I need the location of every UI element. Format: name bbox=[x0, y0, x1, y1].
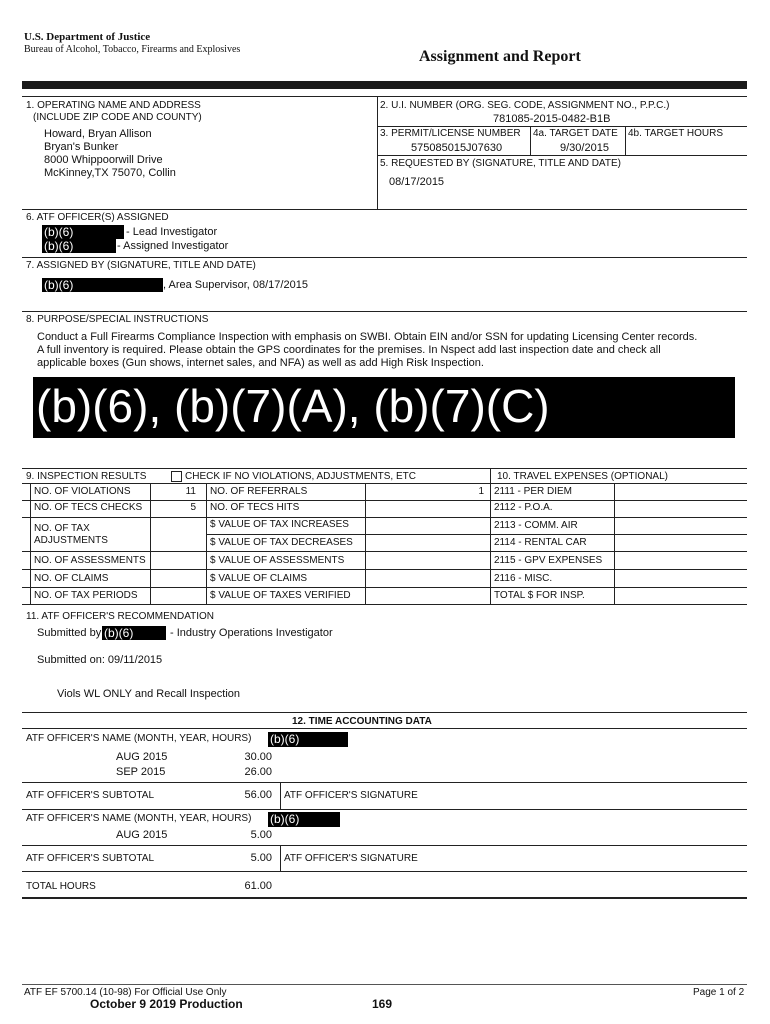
results-mid-value: 1 bbox=[478, 486, 484, 497]
results-left-label: NO. OF VIOLATIONS bbox=[34, 486, 131, 497]
instruction-line: Conduct a Full Firearms Compliance Inspection with emphasis on SWBI. Obtain EIN and/or SSN for updating Licensing Center records. bbox=[37, 331, 698, 343]
box8-label: 8. PURPOSE/SPECIAL INSTRUCTIONS bbox=[26, 314, 209, 325]
submitted-by-label: Submitted by bbox=[37, 627, 102, 639]
divider bbox=[22, 845, 747, 846]
redaction-block: (b)(6) bbox=[42, 239, 116, 253]
results-left-label: NO. OF TAX bbox=[34, 523, 90, 534]
results-mid-label: $ VALUE OF CLAIMS bbox=[210, 573, 308, 584]
target-date: 9/30/2015 bbox=[560, 142, 609, 154]
travel-label: 2113 - COMM. AIR bbox=[494, 520, 578, 531]
license-number: 575085015J07630 bbox=[411, 142, 503, 154]
divider bbox=[22, 483, 747, 484]
requested-date: 08/17/2015 bbox=[389, 176, 445, 188]
travel-label: 2112 - P.O.A. bbox=[494, 502, 553, 513]
divider bbox=[22, 728, 747, 729]
travel-label: 2115 - GPV EXPENSES bbox=[494, 555, 603, 566]
divider bbox=[490, 468, 491, 604]
results-mid-label: $ VALUE OF ASSESSMENTS bbox=[210, 555, 345, 566]
assigned-by-value: , Area Supervisor, 08/17/2015 bbox=[163, 279, 308, 291]
divider bbox=[530, 126, 531, 155]
redaction-block: (b)(6) bbox=[268, 812, 340, 827]
divider bbox=[377, 155, 747, 156]
signature-label: ATF OFFICER'S SIGNATURE bbox=[284, 790, 418, 801]
results-mid-label: $ VALUE OF TAXES VERIFIED bbox=[210, 590, 351, 601]
divider bbox=[22, 569, 747, 570]
subtotal-value: 56.00 bbox=[244, 789, 272, 801]
time-month: AUG 2015 bbox=[116, 751, 168, 763]
divider bbox=[22, 311, 747, 312]
bureau-name: Bureau of Alcohol, Tobacco, Firearms and Explosives bbox=[24, 44, 241, 55]
divider bbox=[625, 126, 626, 155]
divider bbox=[22, 257, 747, 258]
divider bbox=[22, 468, 747, 469]
travel-label: 2111 - PER DIEM bbox=[494, 486, 572, 497]
divider bbox=[22, 604, 747, 605]
time-hours: 26.00 bbox=[244, 766, 272, 778]
divider bbox=[280, 782, 281, 809]
divider bbox=[22, 551, 747, 552]
divider bbox=[30, 483, 31, 604]
divider bbox=[377, 96, 378, 209]
city-state-county: McKinney,TX 75070, Collin bbox=[44, 167, 176, 179]
page-number: Page 1 of 2 bbox=[693, 987, 745, 998]
no-violations-label: CHECK IF NO VIOLATIONS, ADJUSTMENTS, ETC bbox=[185, 471, 416, 482]
box7-label: 7. ASSIGNED BY (SIGNATURE, TITLE AND DATE) bbox=[26, 260, 256, 271]
time-hours: 5.00 bbox=[250, 829, 272, 841]
header-rule bbox=[22, 81, 747, 89]
results-mid-label: $ VALUE OF TAX DECREASES bbox=[210, 537, 353, 548]
box4a-label: 4a. TARGET DATE bbox=[533, 128, 618, 139]
redaction-block: (b)(6) bbox=[42, 225, 124, 239]
box1-label: 1. OPERATING NAME AND ADDRESS bbox=[26, 100, 201, 111]
officer-name-label: ATF OFFICER'S NAME (MONTH, YEAR, HOURS) bbox=[26, 733, 252, 744]
operator-name: Howard, Bryan Allison bbox=[44, 128, 152, 140]
form-number: ATF EF 5700.14 (10-98) For Official Use Only bbox=[24, 987, 227, 998]
divider bbox=[22, 209, 747, 210]
ui-number: 781085-2015-0482-B1B bbox=[493, 113, 611, 125]
officer-role: - Lead Investigator bbox=[126, 226, 218, 238]
results-left-label: NO. OF CLAIMS bbox=[34, 573, 109, 584]
results-left-value: 5 bbox=[190, 502, 196, 513]
box9-label: 9. INSPECTION RESULTS bbox=[26, 471, 147, 482]
subtotal-value: 5.00 bbox=[250, 852, 272, 864]
divider bbox=[22, 587, 747, 588]
results-left-value: 11 bbox=[185, 486, 196, 497]
total-hours-value: 61.00 bbox=[244, 880, 272, 892]
results-left-label: ADJUSTMENTS bbox=[34, 535, 108, 546]
subtotal-label: ATF OFFICER'S SUBTOTAL bbox=[26, 790, 155, 801]
recommendation-note: Viols WL ONLY and Recall Inspection bbox=[57, 688, 241, 700]
form-title: Assignment and Report bbox=[419, 48, 581, 65]
subtotal-label: ATF OFFICER'S SUBTOTAL bbox=[26, 853, 155, 864]
no-violations-checkbox[interactable] bbox=[171, 471, 182, 482]
divider bbox=[22, 984, 747, 985]
divider bbox=[365, 483, 366, 604]
divider bbox=[280, 845, 281, 871]
box4b-label: 4b. TARGET HOURS bbox=[628, 128, 724, 139]
results-left-label: NO. OF ASSESSMENTS bbox=[34, 555, 146, 566]
divider bbox=[377, 126, 747, 127]
instruction-line: applicable boxes (Gun shows, internet sales, and NFA) as well as add High Risk Inspection. bbox=[37, 357, 484, 369]
agency-name: U.S. Department of Justice bbox=[24, 31, 151, 43]
divider bbox=[22, 500, 747, 501]
divider bbox=[206, 534, 747, 535]
street-address: 8000 Whippoorwill Drive bbox=[44, 154, 163, 166]
bates-number: 169 bbox=[372, 997, 393, 1011]
box5-label: 5. REQUESTED BY (SIGNATURE, TITLE AND DATE) bbox=[380, 158, 621, 169]
divider bbox=[614, 483, 615, 604]
time-hours: 30.00 bbox=[244, 751, 272, 763]
production-stamp: October 9 2019 Production bbox=[90, 997, 243, 1011]
divider bbox=[22, 782, 747, 783]
redaction-block: (b)(6) bbox=[42, 278, 163, 292]
results-mid-label: $ VALUE OF TAX INCREASES bbox=[210, 519, 349, 530]
travel-label: 2114 - RENTAL CAR bbox=[494, 537, 587, 548]
total-hours-label: TOTAL HOURS bbox=[26, 881, 96, 892]
box12-label: 12. TIME ACCOUNTING DATA bbox=[292, 716, 432, 727]
results-left-label: NO. OF TECS CHECKS bbox=[34, 502, 143, 513]
box6-label: 6. ATF OFFICER(S) ASSIGNED bbox=[26, 212, 169, 223]
box2-label: 2. U.I. NUMBER (ORG. SEG. CODE, ASSIGNMENT NO., P.P.C.) bbox=[380, 100, 670, 111]
box1-sublabel: (INCLUDE ZIP CODE AND COUNTY) bbox=[33, 112, 202, 123]
divider bbox=[22, 871, 747, 872]
divider bbox=[22, 96, 747, 97]
time-month: SEP 2015 bbox=[116, 766, 166, 778]
redaction-block: (b)(6) bbox=[268, 732, 348, 747]
submitter-role: - Industry Operations Investigator bbox=[170, 627, 333, 639]
time-month: AUG 2015 bbox=[116, 829, 168, 841]
divider bbox=[22, 897, 747, 899]
results-left-label: NO. OF TAX PERIODS bbox=[34, 590, 138, 601]
officer-name-label: ATF OFFICER'S NAME (MONTH, YEAR, HOURS) bbox=[26, 813, 252, 824]
divider bbox=[22, 517, 747, 518]
results-mid-label: NO. OF REFERRALS bbox=[210, 486, 308, 497]
divider bbox=[22, 712, 747, 713]
officer-role: - Assigned Investigator bbox=[117, 240, 229, 252]
instruction-line: A full inventory is required. Please obtain the GPS coordinates for the premises. In Nspect add last inspection date and check all bbox=[37, 344, 661, 356]
signature-label: ATF OFFICER'S SIGNATURE bbox=[284, 853, 418, 864]
box10-label: 10. TRAVEL EXPENSES (OPTIONAL) bbox=[497, 471, 668, 482]
travel-label: TOTAL $ FOR INSP. bbox=[494, 590, 585, 601]
box3-label: 3. PERMIT/LICENSE NUMBER bbox=[380, 128, 521, 139]
box11-label: 11. ATF OFFICER'S RECOMMENDATION bbox=[26, 611, 215, 622]
redaction-block: (b)(6) bbox=[102, 626, 166, 640]
submitted-on: Submitted on: 09/11/2015 bbox=[37, 654, 163, 666]
large-redaction-block: (b)(6), (b)(7)(A), (b)(7)(C) bbox=[33, 377, 735, 438]
divider bbox=[206, 483, 207, 604]
business-name: Bryan's Bunker bbox=[44, 141, 119, 153]
results-mid-label: NO. OF TECS HITS bbox=[210, 502, 300, 513]
divider bbox=[22, 809, 747, 810]
travel-label: 2116 - MISC. bbox=[494, 573, 553, 584]
